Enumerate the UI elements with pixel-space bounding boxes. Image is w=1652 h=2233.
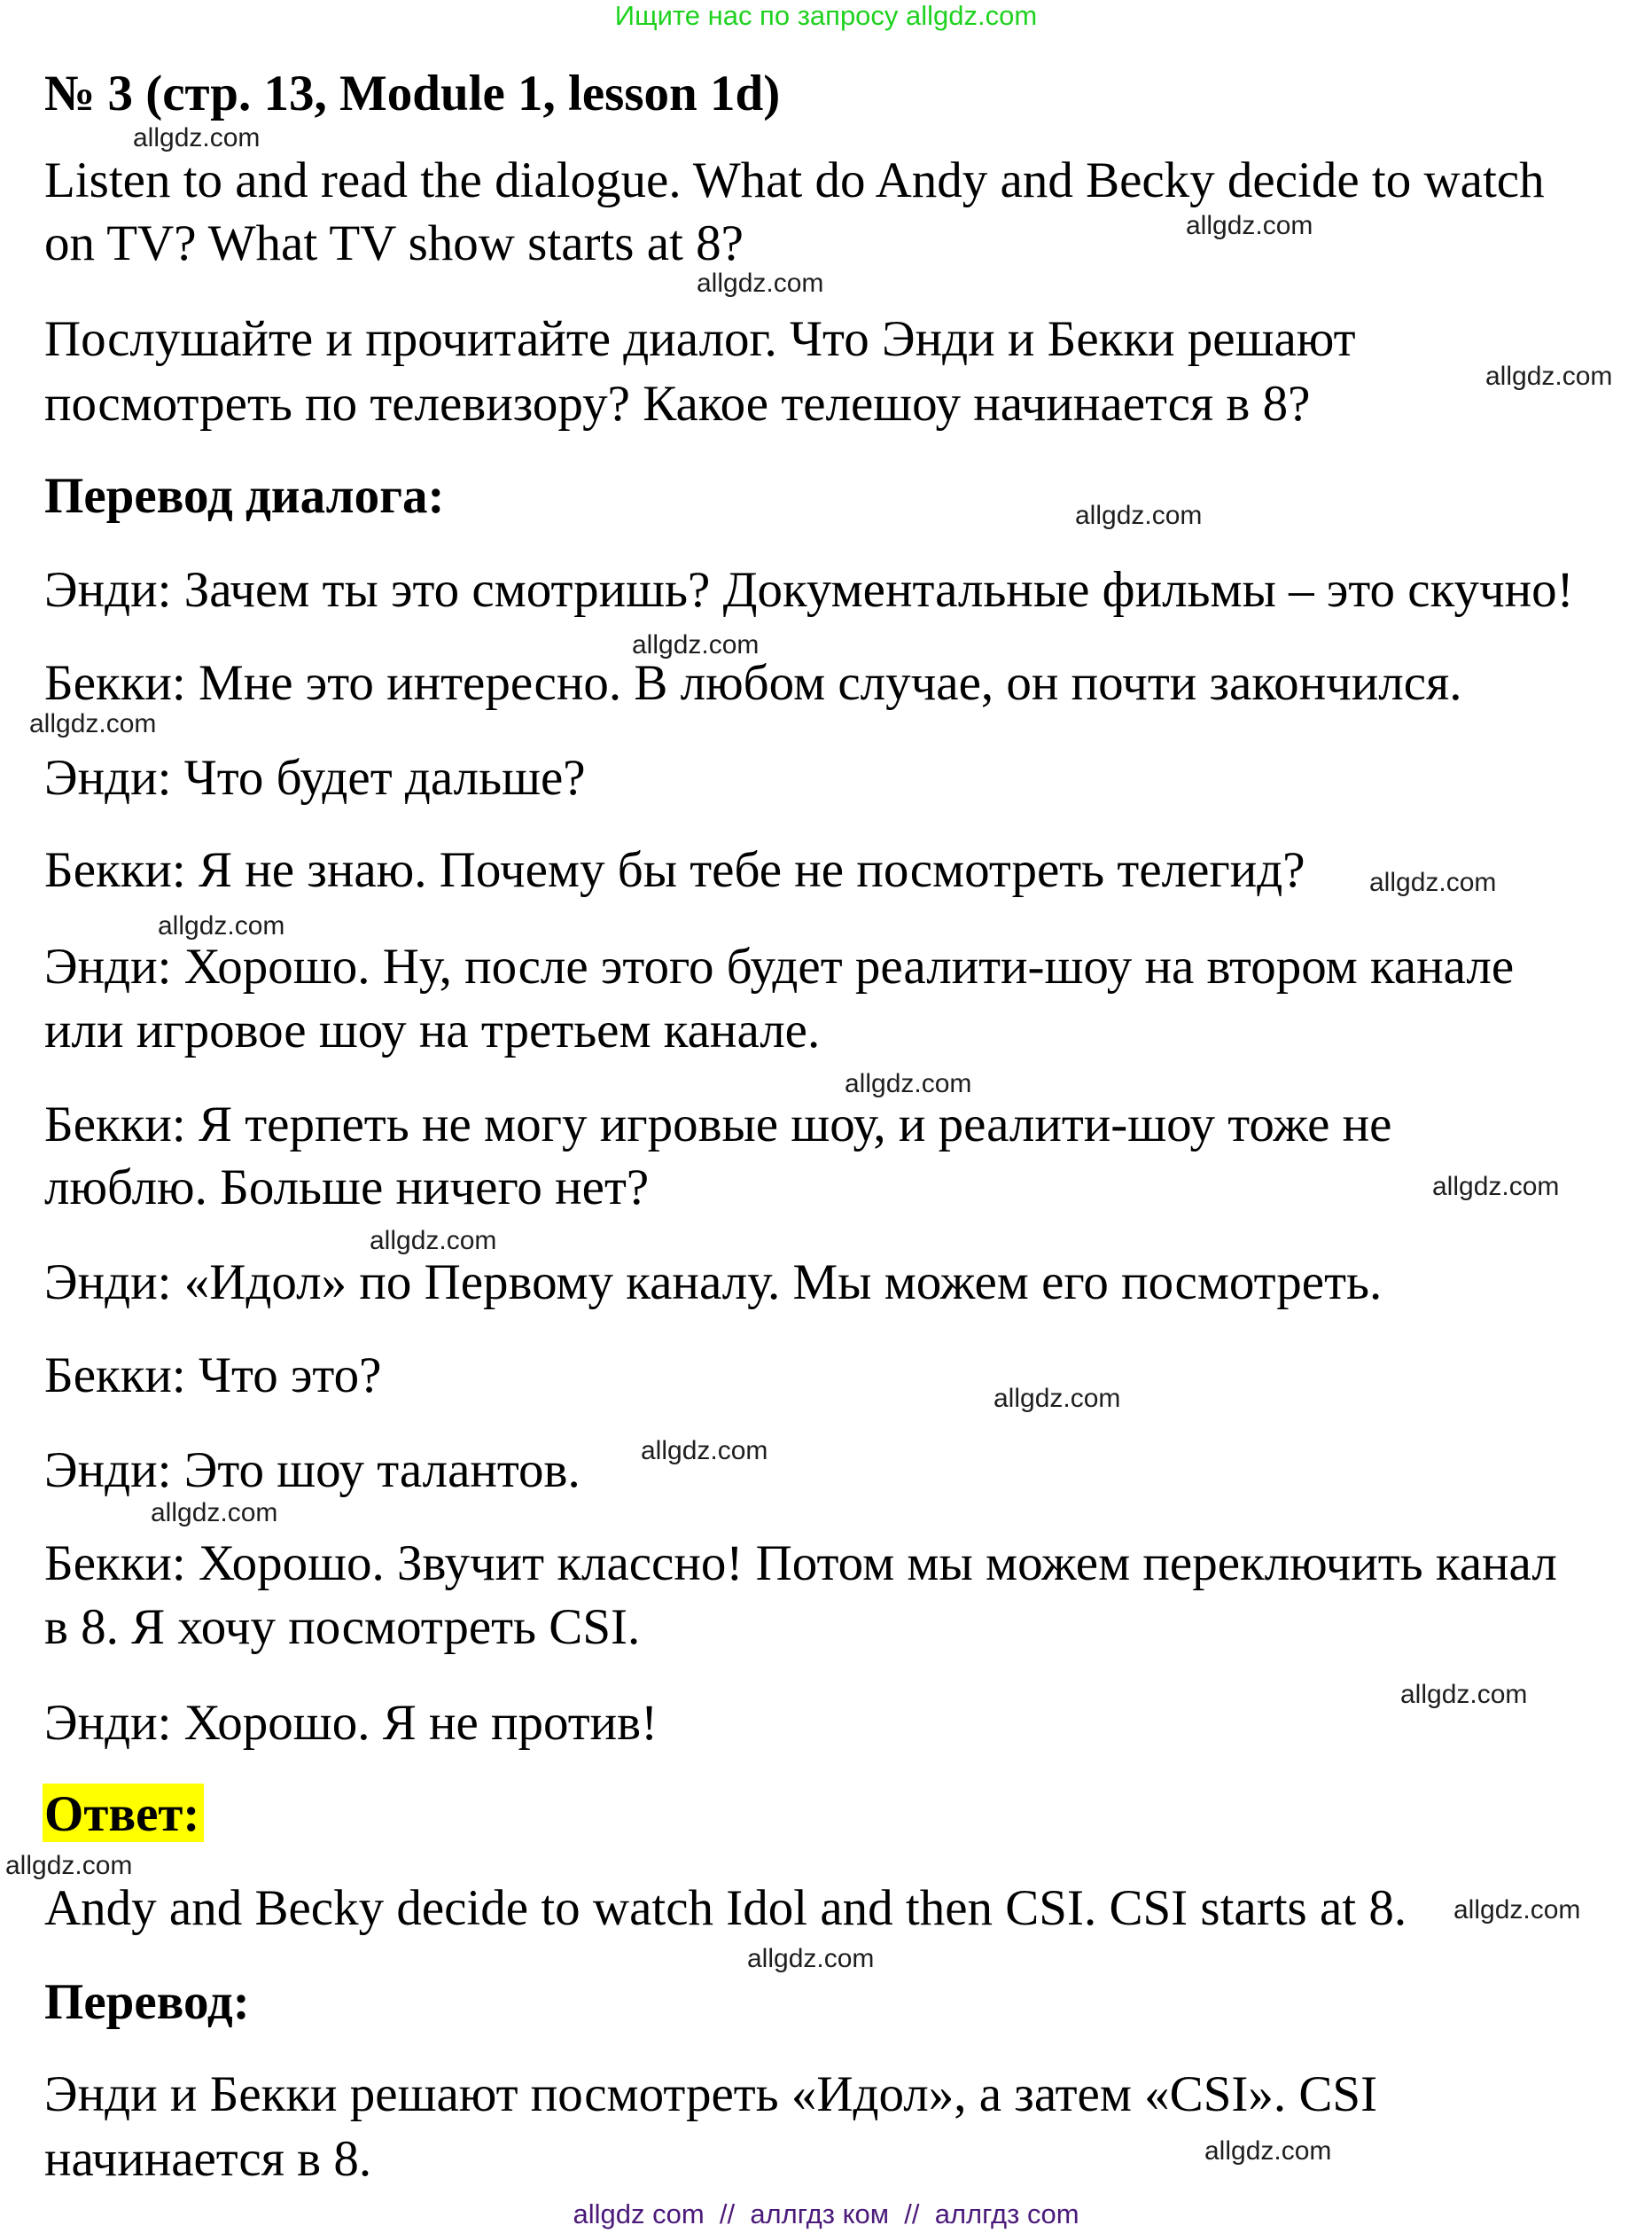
- answer-translation-heading: Перевод:: [44, 1974, 250, 2030]
- watermark: allgdz.com: [1186, 211, 1313, 240]
- watermark: allgdz.com: [133, 123, 261, 152]
- search-banner: Ищите нас по запросу allgdz.com: [614, 0, 1038, 31]
- footer-links: allgdz com // аллгдз ком // аллгдз com: [573, 2198, 1079, 2229]
- watermark: allgdz.com: [994, 1384, 1121, 1413]
- task-english-line: on TV? What TV show starts at 8?: [44, 215, 744, 271]
- dialogue-line: Энди: Зачем ты это смотришь? Документальные фильмы – это скучно!: [44, 562, 1574, 618]
- dialogue-line: Энди: Это шоу талантов.: [44, 1442, 581, 1498]
- watermark: allgdz.com: [1400, 1680, 1528, 1709]
- watermark: allgdz.com: [151, 1498, 278, 1527]
- watermark: allgdz.com: [1075, 501, 1203, 530]
- answer-translation-line: Энди и Бекки решают посмотреть «Идол», а затем «CSI». CSI: [44, 2066, 1378, 2122]
- dialogue-line: Бекки: Что это?: [44, 1347, 382, 1403]
- watermark: allgdz.com: [1485, 362, 1613, 391]
- dialogue-line: Бекки: Я не знаю. Почему бы тебе не посмотреть телегид?: [44, 842, 1305, 898]
- answer-text: Andy and Becky decide to watch Idol and then CSI. CSI starts at 8.: [44, 1880, 1407, 1936]
- dialogue-line: в 8. Я хочу посмотреть CSI.: [44, 1599, 641, 1655]
- answer-highlight: [43, 1784, 204, 1842]
- dialogue-line: Бекки: Мне это интересно. В любом случае, он почти закончился.: [44, 655, 1462, 711]
- dialogue-line: Энди: Хорошо. Ну, после этого будет реалити-шоу на втором канале: [44, 939, 1515, 995]
- dialogue-line: Энди: Хорошо. Я не против!: [44, 1695, 658, 1751]
- task-russian-line: посмотреть по телевизору? Какое телешоу начинается в 8?: [44, 376, 1311, 432]
- watermark: allgdz.com: [641, 1436, 768, 1465]
- dialogue-line: Бекки: Я терпеть не могу игровые шоу, и реалити-шоу тоже не: [44, 1097, 1392, 1152]
- watermark: allgdz.com: [697, 269, 824, 298]
- answer-translation-line: начинается в 8.: [44, 2131, 372, 2187]
- page-title: № 3 (стр. 13, Module 1, lesson 1d): [44, 66, 781, 121]
- watermark: allgdz.com: [5, 1851, 133, 1880]
- watermark: allgdz.com: [1369, 868, 1497, 897]
- watermark: allgdz.com: [1432, 1172, 1560, 1201]
- watermark: allgdz.com: [29, 709, 157, 738]
- watermark: allgdz.com: [158, 911, 285, 941]
- dialogue-line: Бекки: Хорошо. Звучит классно! Потом мы можем переключить канал: [44, 1535, 1557, 1591]
- watermark: allgdz.com: [1453, 1895, 1581, 1925]
- dialogue-line: люблю. Больше ничего нет?: [44, 1159, 650, 1215]
- dialogue-translation-heading: Перевод диалога:: [44, 468, 445, 524]
- dialogue-line: Энди: «Идол» по Первому каналу. Мы можем его посмотреть.: [44, 1254, 1383, 1310]
- dialogue-line: или игровое шоу на третьем канале.: [44, 1003, 821, 1058]
- watermark: allgdz.com: [845, 1069, 972, 1098]
- watermark: allgdz.com: [747, 1944, 875, 1973]
- watermark: allgdz.com: [370, 1226, 497, 1255]
- dialogue-line: Энди: Что будет дальше?: [44, 750, 586, 806]
- answer-label: Ответ:: [44, 1786, 200, 1842]
- task-english-line: Listen to and read the dialogue. What do Andy and Becky decide to watch: [44, 152, 1545, 208]
- task-russian-line: Послушайте и прочитайте диалог. Что Энди и Бекки решают: [44, 311, 1356, 367]
- watermark: allgdz.com: [632, 630, 760, 660]
- watermark: allgdz.com: [1204, 2136, 1332, 2166]
